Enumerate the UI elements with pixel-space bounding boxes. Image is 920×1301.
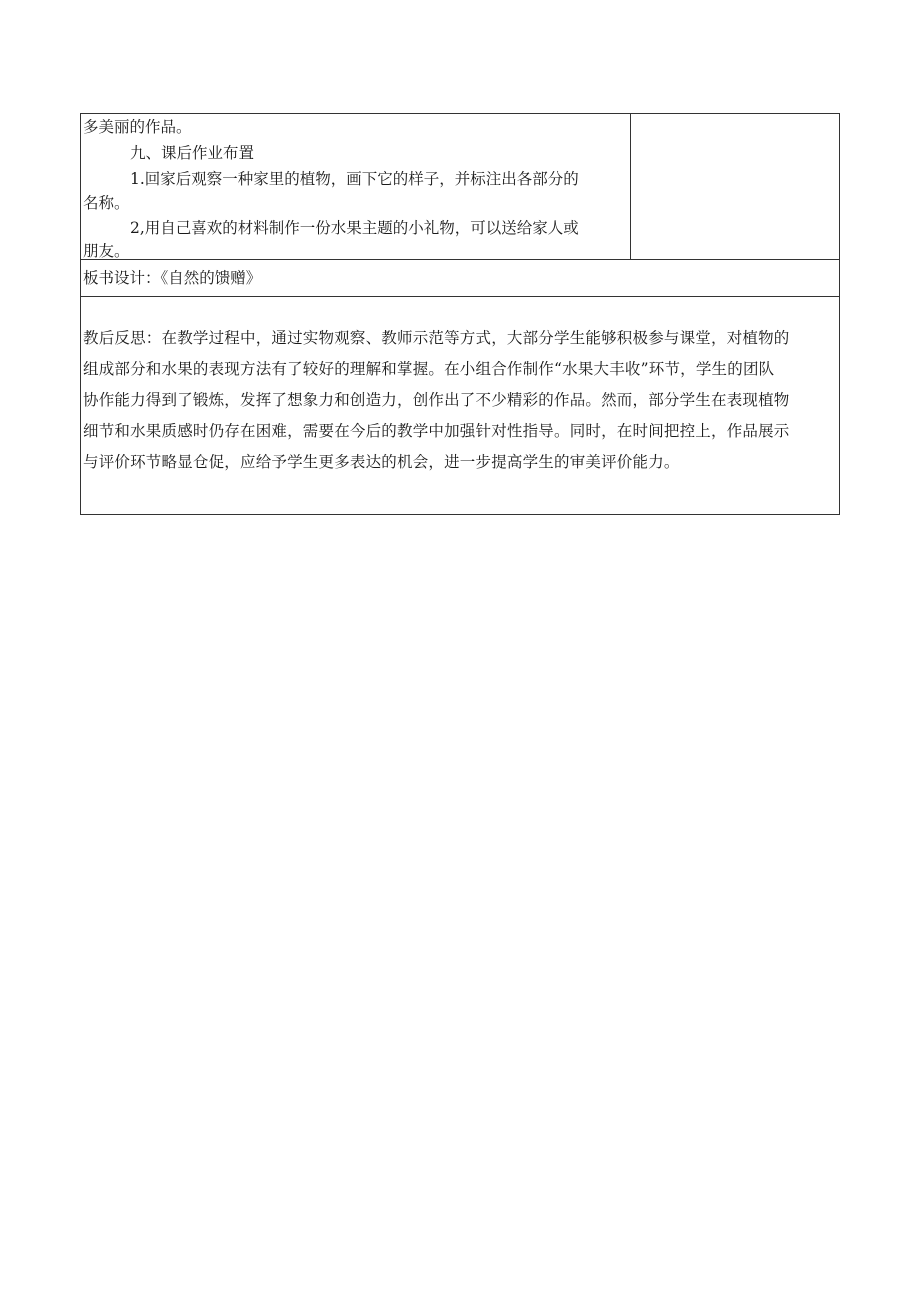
board-design-cell — [80, 259, 840, 297]
homework-item-1-line-1: 1.回家后观察一种家里的植物，画下它的样子，并标注出各部分的 — [130, 170, 579, 188]
reflection-line-1: 教后反思：在教学过程中，通过实物观察、教师示范等方式，大部分学生能够积极参与课堂，对植物的 — [83, 329, 790, 347]
reflection-cell — [80, 296, 840, 515]
homework-heading: 九、课后作业布置 — [130, 144, 255, 162]
board-design-text: 板书设计：《自然的馈赠》 — [83, 269, 262, 287]
homework-item-1-line-2: 名称。 — [83, 194, 130, 212]
reflection-line-4: 细节和水果质感时仍存在困难，需要在今后的教学中加强针对性指导。同时，在时间把控上，作品展示 — [83, 422, 790, 440]
reflection-line-3: 协作能力得到了锻炼，发挥了想象力和创造力，创作出了不少精彩的作品。然而，部分学生在表现植物 — [83, 391, 790, 409]
reflection-line-2: 组成部分和水果的表现方法有了较好的理解和掌握。在小组合作制作“水果大丰收”环节，学生的团队 — [83, 360, 775, 378]
homework-cell — [80, 113, 631, 260]
reflection-line-5: 与评价环节略显仓促，应给予学生更多表达的机会，进一步提高学生的审美评价能力。 — [83, 453, 680, 471]
homework-item-2-line-1: 2,用自己喜欢的材料制作一份水果主题的小礼物，可以送给家人或 — [130, 219, 579, 237]
homework-intro-line: 多美丽的作品。 — [83, 118, 192, 136]
notes-cell — [630, 113, 840, 260]
homework-item-2-line-2: 朋友。 — [83, 242, 130, 260]
lesson-table — [80, 113, 840, 515]
